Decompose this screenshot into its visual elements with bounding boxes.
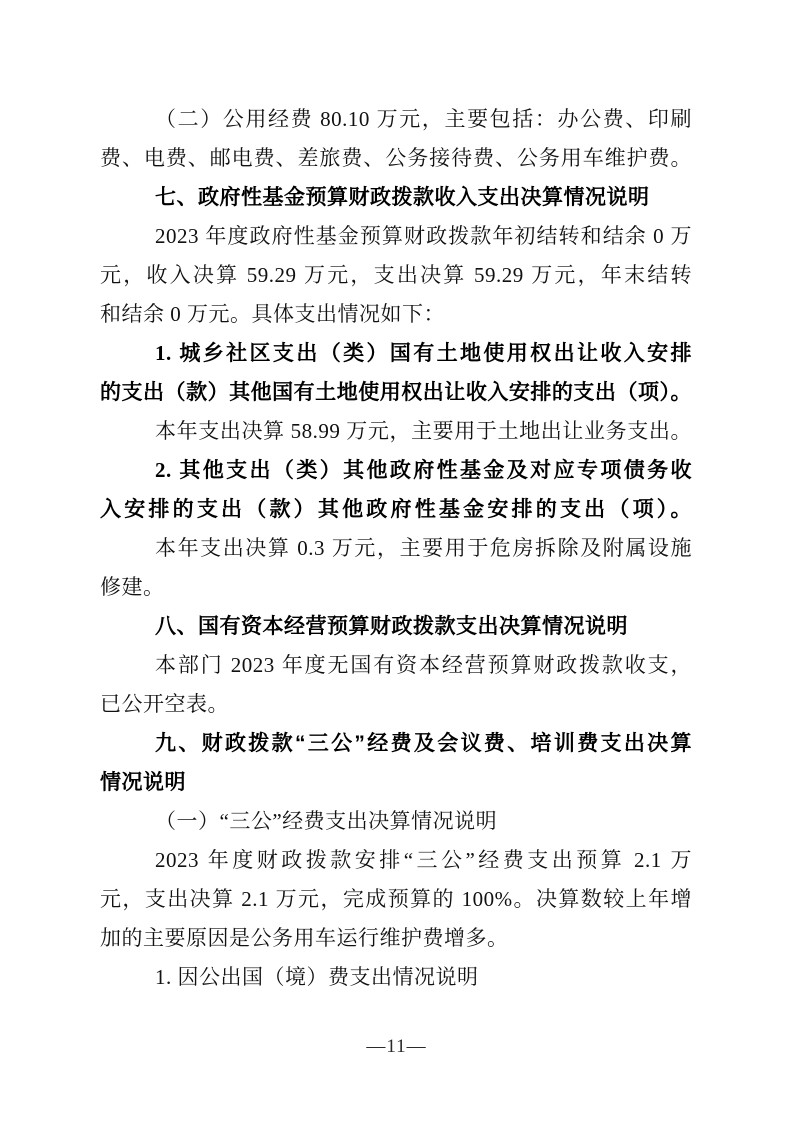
body-line: 本年支出决算 0.3 万元，主要用于危房拆除及附属设施 — [155, 536, 692, 560]
body-line: 加的主要原因是公务用车运行维护费增多。 — [100, 926, 509, 950]
section-7-heading: 七、政府性基金预算财政拨款收入支出决算情况说明 — [155, 186, 650, 209]
section-8-heading: 八、国有资本经营预算财政拨款支出决算情况说明 — [155, 615, 628, 638]
section-9-heading-line-2: 情况说明 — [100, 771, 186, 794]
body-line: 和结余 0 万元。具体支出情况如下： — [100, 302, 445, 326]
body-line: 元，支出决算 2.1 万元，完成预算的 100%。决算数较上年增 — [100, 887, 692, 911]
subsection-1-heading-line-1: 1. 城乡社区支出（类）国有土地使用权出让收入安排 — [155, 341, 692, 365]
body-line: 费、电费、邮电费、差旅费、公务接待费、公务用车维护费。 — [100, 146, 692, 170]
section-9-heading-line-1: 九、财政拨款“三公”经费及会议费、培训费支出决算 — [155, 732, 692, 755]
page-number: —11— — [366, 1036, 427, 1057]
body-line: 2023 年度财政拨款安排“三公”经费支出预算 2.1 万 — [155, 848, 692, 872]
body-line: 本部门 2023 年度无国有资本经营预算财政拨款收支， — [155, 653, 692, 677]
document-body — [100, 100, 692, 997]
item-1-heading: 1. 因公出国（境）费支出情况说明 — [155, 965, 479, 989]
body-line: 元，收入决算 59.29 万元，支出决算 59.29 万元，年末结转 — [100, 263, 692, 287]
body-line: 本年支出决算 58.99 万元，主要用于土地出让业务支出。 — [155, 419, 692, 443]
body-line: 已公开空表。 — [100, 692, 229, 716]
subsection-2-heading-line-1: 2. 其他支出（类）其他政府性基金及对应专项债务收 — [155, 458, 692, 482]
subsection-sangong-heading: （一）“三公”经费支出决算情况说明 — [155, 809, 498, 833]
body-line: 2023 年度政府性基金预算财政拨款年初结转和结余 0 万 — [155, 224, 692, 248]
subsection-1-heading-line-2: 的支出（款）其他国有土地使用权出让收入安排的支出（项）。 — [100, 380, 692, 404]
body-line: 修建。 — [100, 575, 165, 599]
body-line: （二）公用经费 80.10 万元，主要包括：办公费、印刷 — [155, 107, 692, 131]
subsection-2-heading-line-2: 入安排的支出（款）其他政府性基金安排的支出（项）。 — [100, 497, 692, 521]
